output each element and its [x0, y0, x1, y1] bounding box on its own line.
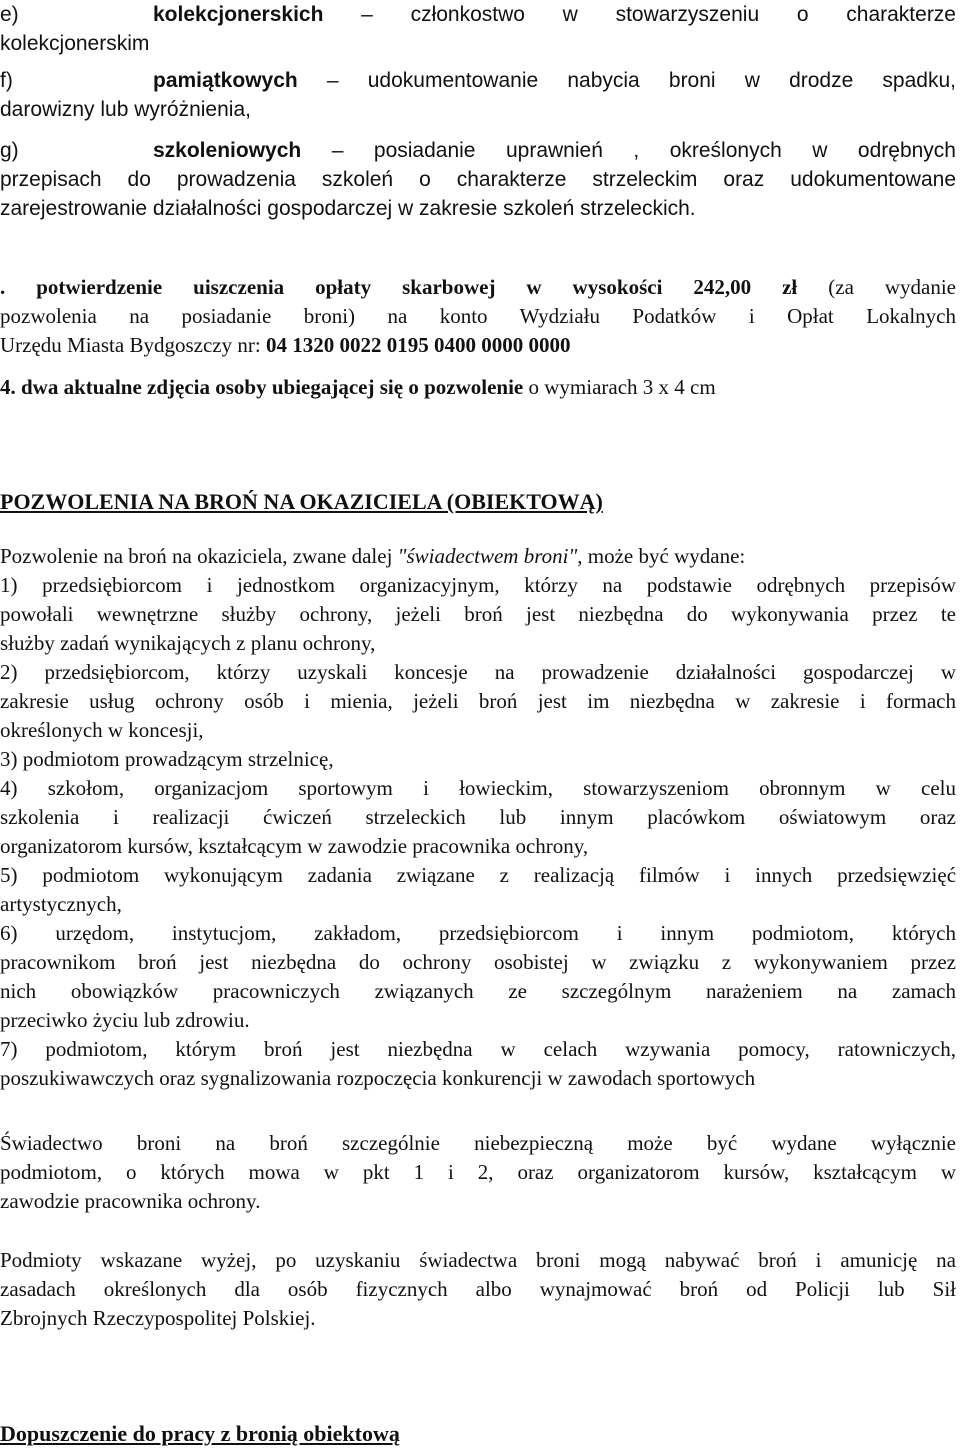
entity-item — [0, 861, 956, 919]
entity-text: szkołom, organizacjom sportowym i łowieckim, stowarzyszeniom obronnym w celu — [47, 776, 956, 800]
entity-number: 6) — [0, 921, 18, 945]
entity-number: 5) — [0, 863, 18, 887]
intro-paragraph — [0, 542, 956, 571]
paragraph-line: zawodzie pracownika ochrony. — [0, 1189, 261, 1213]
entity-item — [0, 571, 956, 658]
entity-number: 3) — [0, 747, 18, 771]
entity-line — [0, 600, 956, 629]
list-item-g — [0, 136, 956, 223]
list-marker: g) — [0, 139, 19, 162]
fee-line-1-rest: (za wydanie — [828, 275, 957, 299]
list-item-first-line — [153, 66, 956, 95]
entity-item — [0, 774, 956, 861]
entity-text: określonych w koncesji, — [0, 718, 204, 742]
paragraph-line: podmiotom, o których mowa w pkt 1 i 2, oraz organizatorom kursów, kształcącym w — [0, 1160, 956, 1184]
entity-text: szkolenia i realizacji ćwiczeń strzeleckich lub innym placówkom oświatowym oraz — [0, 805, 956, 829]
entities-list — [0, 571, 956, 1093]
paragraph-line: Zbrojnych Rzeczypospolitej Polskiej. — [0, 1306, 316, 1330]
entity-line — [0, 803, 956, 832]
entity-line — [0, 861, 956, 890]
list-item-continuation: darowizny lub wyróżnienia, — [0, 98, 251, 121]
account-number: 04 1320 0022 0195 0400 0000 0000 — [265, 333, 571, 357]
list-marker: f) — [0, 69, 13, 92]
entity-text: podmiotom wykonującym zadania związane z realizacją filmów i innych przedsięwzięć — [42, 863, 957, 887]
list-item-continuation: przepisach do prowadzenia szkoleń o charakterze strzeleckim oraz udokumentowane — [0, 168, 956, 191]
fee-paragraph — [0, 273, 956, 360]
entity-text: urzędom, instytucjom, zakładom, przedsiębiorcom i innym podmiotom, których — [55, 921, 957, 945]
fee-line-3-start: Urzędu Miasta Bydgoszczy nr: — [0, 333, 266, 357]
entity-line — [0, 832, 956, 861]
entity-number: 2) — [0, 660, 18, 684]
entity-number: 1) — [0, 573, 18, 597]
entity-text: organizatorom kursów, kształcącym w zawodzie pracownika ochrony, — [0, 834, 589, 858]
list-item-keyword: szkoleniowych — [153, 139, 302, 162]
entity-line — [0, 948, 956, 977]
list-item-f — [0, 66, 956, 124]
entity-text: poszukiwawczych oraz sygnalizowania rozpoczęcia konkurencji w zawodach sportowych — [0, 1066, 756, 1090]
entity-text: podmiotom prowadzącym strzelnicę, — [22, 747, 334, 771]
photos-bold: 4. dwa aktualne zdjęcia osoby ubiegającej się o pozwolenie — [0, 375, 524, 399]
paragraph-line: Podmioty wskazane wyżej, po uzyskaniu świadectwa broni mogą nabywać broń i amunicję na — [0, 1248, 956, 1272]
list-item-keyword: pamiątkowych — [153, 69, 298, 92]
paragraph-line: zasadach określonych dla osób fizycznych albo wynajmować broń od Policji lub Sił — [0, 1277, 956, 1301]
entity-text: pracownikom broń jest niezbędna do ochrony osobistej w związku z wykonywaniem przez — [0, 950, 956, 974]
entity-line — [0, 977, 956, 1006]
entity-item — [0, 745, 956, 774]
entity-line — [0, 716, 956, 745]
intro-before: Pozwolenie na broń na okaziciela, zwane dalej — [0, 544, 398, 568]
entity-number: 4) — [0, 776, 18, 800]
list-item-text: – posiadanie uprawnień , określonych w odrębnych — [331, 139, 956, 162]
entity-text: artystycznych, — [0, 892, 122, 916]
entity-line — [0, 658, 956, 687]
entity-line — [0, 774, 956, 803]
entity-text: przedsiębiorcom, którzy uzyskali koncesje na prowadzenie działalności gospodarczej w — [44, 660, 956, 684]
paragraph-dangerous-weapons — [0, 1129, 956, 1216]
entity-line — [0, 745, 956, 774]
paragraph-acquisition — [0, 1246, 956, 1333]
intro-term: "świadectwem broni" — [397, 544, 578, 568]
list-item-keyword: kolekcjonerskich — [153, 3, 324, 26]
entity-line — [0, 629, 956, 658]
list-item-first-line — [153, 136, 956, 165]
list-item-continuation: kolekcjonerskim — [0, 32, 150, 55]
entity-text: służby zadań wynikających z planu ochrony, — [0, 631, 376, 655]
entity-text: zakresie usług ochrony osób i mienia, jeżeli broń jest im niezbędna w zakresie i formach — [0, 689, 956, 713]
footer-heading: Dopuszczenie do pracy z bronią obiektową — [0, 1421, 400, 1446]
intro-after: , może być wydane: — [577, 544, 746, 568]
entity-number: 7) — [0, 1037, 18, 1061]
entity-item — [0, 919, 956, 1035]
list-marker: e) — [0, 3, 19, 26]
list-item-e — [0, 0, 956, 58]
entity-line — [0, 1064, 956, 1093]
paragraph-line: Świadectwo broni na broń szczególnie niebezpieczną może być wydane wyłącznie — [0, 1131, 956, 1155]
entity-text: nich obowiązków pracowniczych związanych ze szczególnym narażeniem na zamach — [0, 979, 956, 1003]
list-item-continuation: zarejestrowanie działalności gospodarczej w zakresie szkoleń strzeleckich. — [0, 197, 696, 220]
fee-lead: . potwierdzenie uiszczenia opłaty skarbowej w wysokości 242,00 zł — [0, 275, 798, 299]
entity-line — [0, 1006, 956, 1035]
fee-line-2: pozwolenia na posiadanie broni) na konto Wydziału Podatków i Opłat Lokalnych — [0, 304, 956, 328]
entity-text: podmiotom, którym broń jest niezbędna w celach wzywania pomocy, ratowniczych, — [45, 1037, 956, 1061]
entity-item — [0, 658, 956, 745]
entity-line — [0, 890, 956, 919]
entity-text: przeciwko życiu lub zdrowiu. — [0, 1008, 250, 1032]
entity-line — [0, 571, 956, 600]
list-item-first-line — [153, 0, 956, 29]
list-item-text: – udokumentowanie nabycia broni w drodze spadku, — [326, 69, 956, 92]
entity-text: przedsiębiorcom i jednostkom organizacyjnym, którzy na podstawie odrębnych przepisów — [42, 573, 956, 597]
entity-line — [0, 687, 956, 716]
photos-rest: o wymiarach 3 x 4 cm — [523, 375, 716, 399]
section-heading: POZWOLENIA NA BROŃ NA OKAZICIELA (OBIEKTOWĄ) — [0, 489, 603, 514]
entity-item — [0, 1035, 956, 1093]
entity-text: powołali wewnętrzne służby ochrony, jeżeli broń jest niezbędna do wykonywania przez te — [0, 602, 956, 626]
fee-line-1 — [0, 273, 956, 302]
photos-requirement — [0, 373, 956, 402]
entity-line — [0, 919, 956, 948]
list-item-text: – członkostwo w stowarzyszeniu o charakterze — [361, 3, 956, 26]
fee-line-3 — [0, 331, 956, 360]
entity-line — [0, 1035, 956, 1064]
